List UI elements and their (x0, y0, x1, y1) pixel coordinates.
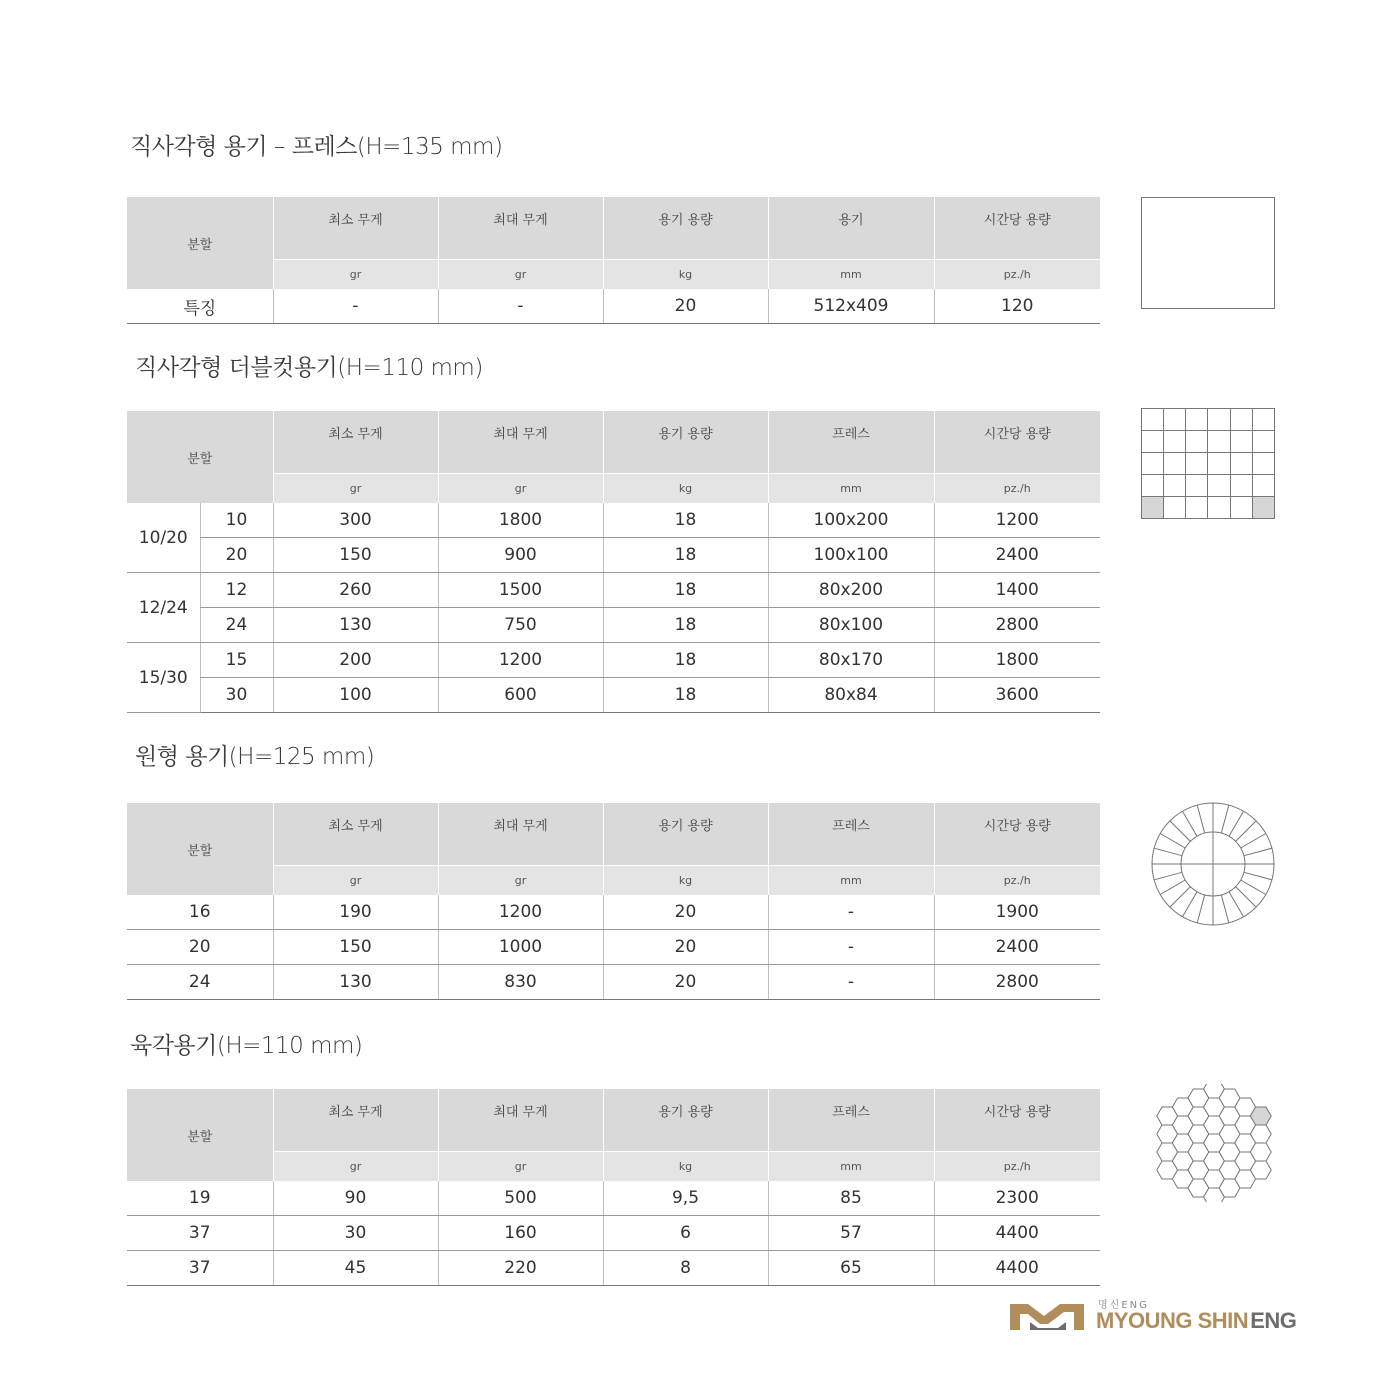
segment-line (1244, 848, 1272, 856)
cell: 1900 (934, 895, 1100, 930)
header-col: 용기 용량 (603, 1089, 768, 1152)
header-col: 최소 무게 (273, 803, 438, 866)
cell: 18 (603, 608, 768, 643)
segment-line (1229, 811, 1244, 836)
header-col: 최대 무게 (438, 411, 603, 474)
row-sub: 30 (200, 678, 273, 713)
segment-line (1170, 821, 1191, 842)
header-col: 최대 무게 (438, 197, 603, 260)
header-col: 최대 무게 (438, 1089, 603, 1152)
double-cut-grid-diagram (1141, 408, 1275, 520)
row-split: 16 (127, 895, 273, 930)
cell: 80x100 (768, 608, 934, 643)
segment-line (1221, 805, 1229, 833)
section-title-rect-press: 직사각형 용기 – 프레스(H=135 mm) (130, 134, 503, 160)
logo-brand-text: MYOUNG SHIN (1096, 1308, 1249, 1333)
unit-cell: gr (438, 474, 603, 504)
cell: 150 (273, 930, 438, 965)
row-split: 37 (127, 1251, 273, 1286)
header-split: 분할 (127, 411, 273, 503)
header-split: 분할 (127, 803, 273, 895)
cell: 130 (273, 965, 438, 1000)
cell: 1500 (438, 573, 603, 608)
section-title-rect-double: 직사각형 더블컷용기(H=110 mm) (135, 355, 483, 381)
cell: 80x200 (768, 573, 934, 608)
table-row (127, 1181, 1100, 1216)
cell: 120 (934, 289, 1100, 324)
segment-line (1183, 811, 1198, 836)
cell: 20 (603, 930, 768, 965)
cell: 85 (768, 1181, 934, 1216)
unit-cell: kg (603, 260, 768, 290)
header-col: 용기 (768, 197, 934, 260)
cell: 1200 (934, 503, 1100, 538)
row-split: 37 (127, 1216, 273, 1251)
cell: 3600 (934, 678, 1100, 713)
segment-line (1221, 895, 1229, 923)
header-col: 프레스 (768, 411, 934, 474)
header-col: 시간당 용량 (934, 1089, 1100, 1152)
unit-cell: kg (603, 1152, 768, 1182)
cell: 18 (603, 503, 768, 538)
cell: 6 (603, 1216, 768, 1251)
unit-cell: pz./h (934, 474, 1100, 504)
unit-cell: kg (603, 866, 768, 896)
unit-cell: gr (438, 1152, 603, 1182)
header-col: 시간당 용량 (934, 197, 1100, 260)
unit-cell: mm (768, 866, 934, 896)
row-split: 20 (127, 930, 273, 965)
cell: 80x170 (768, 643, 934, 678)
table-row (127, 289, 1100, 324)
unit-cell: kg (603, 474, 768, 504)
row-sub: 10 (200, 503, 273, 538)
cell: 1800 (438, 503, 603, 538)
cell: 2300 (934, 1181, 1100, 1216)
row-sub: 20 (200, 538, 273, 573)
row-sub: 15 (200, 643, 273, 678)
table-row (127, 1251, 1100, 1286)
unit-cell: mm (768, 1152, 934, 1182)
logo-mark-icon (1008, 1298, 1088, 1332)
cell: 1400 (934, 573, 1100, 608)
cell: - (273, 289, 438, 324)
cell: 1200 (438, 643, 603, 678)
cell: 2400 (934, 538, 1100, 573)
unit-cell: mm (768, 474, 934, 504)
cell: - (768, 965, 934, 1000)
segment-line (1236, 821, 1257, 842)
header-col: 용기 용량 (603, 411, 768, 474)
cell: 900 (438, 538, 603, 573)
segment-line (1197, 895, 1205, 923)
cell: 18 (603, 538, 768, 573)
cell: 20 (603, 895, 768, 930)
header-col: 시간당 용량 (934, 411, 1100, 474)
header-col: 최소 무게 (273, 411, 438, 474)
cell: 2800 (934, 965, 1100, 1000)
unit-cell: pz./h (934, 260, 1100, 290)
segment-line (1154, 848, 1182, 856)
unit-cell: gr (273, 260, 438, 290)
table-row (127, 608, 1100, 643)
section-title-round: 원형 용기(H=125 mm) (135, 744, 375, 770)
table-row (127, 678, 1100, 713)
header-split: 분할 (127, 197, 273, 289)
segment-line (1236, 887, 1257, 908)
cell: 4400 (934, 1216, 1100, 1251)
cell: 190 (273, 895, 438, 930)
cell: 65 (768, 1251, 934, 1286)
hex-cell (1250, 1107, 1271, 1125)
row-split: 24 (127, 965, 273, 1000)
cell: 260 (273, 573, 438, 608)
table-row (127, 573, 1100, 608)
cell: 18 (603, 643, 768, 678)
cell: 220 (438, 1251, 603, 1286)
hex-cell (1250, 1161, 1271, 1179)
cell: 57 (768, 1216, 934, 1251)
segment-line (1229, 892, 1244, 917)
hex-cell (1250, 1143, 1271, 1161)
unit-cell: mm (768, 260, 934, 290)
cell: 90 (273, 1181, 438, 1216)
segment-line (1197, 805, 1205, 833)
segment-line (1244, 872, 1272, 880)
cell: 600 (438, 678, 603, 713)
cell: 2800 (934, 608, 1100, 643)
header-col: 최소 무게 (273, 1089, 438, 1152)
cell: 20 (603, 965, 768, 1000)
table-row (127, 643, 1100, 678)
cell: 18 (603, 573, 768, 608)
section-title-hex: 육각용기(H=110 mm) (130, 1033, 363, 1059)
unit-cell: gr (273, 866, 438, 896)
cell: 512x409 (768, 289, 934, 324)
hex-cell (1250, 1125, 1271, 1143)
segment-line (1170, 887, 1191, 908)
cell: 300 (273, 503, 438, 538)
table-row (127, 965, 1100, 1000)
unit-cell: gr (273, 1152, 438, 1182)
unit-cell: gr (438, 260, 603, 290)
table-row (127, 1216, 1100, 1251)
cell: 1000 (438, 930, 603, 965)
table-row (127, 895, 1100, 930)
row-sub: 12 (200, 573, 273, 608)
unit-cell: pz./h (934, 866, 1100, 896)
header-col: 최대 무게 (438, 803, 603, 866)
cell: - (768, 895, 934, 930)
table-row (127, 930, 1100, 965)
cell: 200 (273, 643, 438, 678)
cell: 18 (603, 678, 768, 713)
cell: 1800 (934, 643, 1100, 678)
group-label: 15/30 (127, 643, 200, 713)
row-split: 특징 (127, 289, 273, 324)
cell: 100 (273, 678, 438, 713)
cell: 20 (603, 289, 768, 324)
cell: 4400 (934, 1251, 1100, 1286)
segment-line (1160, 880, 1185, 895)
cell: 150 (273, 538, 438, 573)
cell: 80x84 (768, 678, 934, 713)
header-col: 프레스 (768, 1089, 934, 1152)
segment-line (1154, 872, 1182, 880)
unit-cell: gr (273, 474, 438, 504)
logo-suffix-text: ENG (1250, 1308, 1297, 1333)
logo-small-text: 명신ENG (1098, 1300, 1149, 1311)
cell: 130 (273, 608, 438, 643)
rect-container-diagram (1141, 197, 1275, 309)
cell: 100x100 (768, 538, 934, 573)
header-col: 용기 용량 (603, 197, 768, 260)
cell: 500 (438, 1181, 603, 1216)
unit-cell: pz./h (934, 1152, 1100, 1182)
cell: 1200 (438, 895, 603, 930)
cell: 160 (438, 1216, 603, 1251)
table-round (127, 803, 1100, 1000)
row-split: 19 (127, 1181, 273, 1216)
cell: 8 (603, 1251, 768, 1286)
segment-line (1183, 892, 1198, 917)
cell: - (438, 289, 603, 324)
cell: 100x200 (768, 503, 934, 538)
header-col: 최소 무게 (273, 197, 438, 260)
table-hex (127, 1089, 1100, 1286)
segment-line (1241, 880, 1266, 895)
header-col: 시간당 용량 (934, 803, 1100, 866)
header-col: 용기 용량 (603, 803, 768, 866)
cell: 830 (438, 965, 603, 1000)
cell: 750 (438, 608, 603, 643)
group-label: 10/20 (127, 503, 200, 573)
table-rect-press (127, 197, 1100, 324)
header-split: 분할 (127, 1089, 273, 1181)
cell: 30 (273, 1216, 438, 1251)
round-container-diagram (1150, 801, 1276, 927)
row-sub: 24 (200, 608, 273, 643)
table-row (127, 538, 1100, 573)
hex-container-diagram (1148, 1084, 1280, 1202)
cell: 2400 (934, 930, 1100, 965)
cell: 45 (273, 1251, 438, 1286)
group-label: 12/24 (127, 573, 200, 643)
table-row (127, 503, 1100, 538)
cell: - (768, 930, 934, 965)
segment-line (1160, 834, 1185, 849)
table-rect-double (127, 411, 1100, 713)
cell: 9,5 (603, 1181, 768, 1216)
segment-line (1241, 834, 1266, 849)
unit-cell: gr (438, 866, 603, 896)
header-col: 프레스 (768, 803, 934, 866)
